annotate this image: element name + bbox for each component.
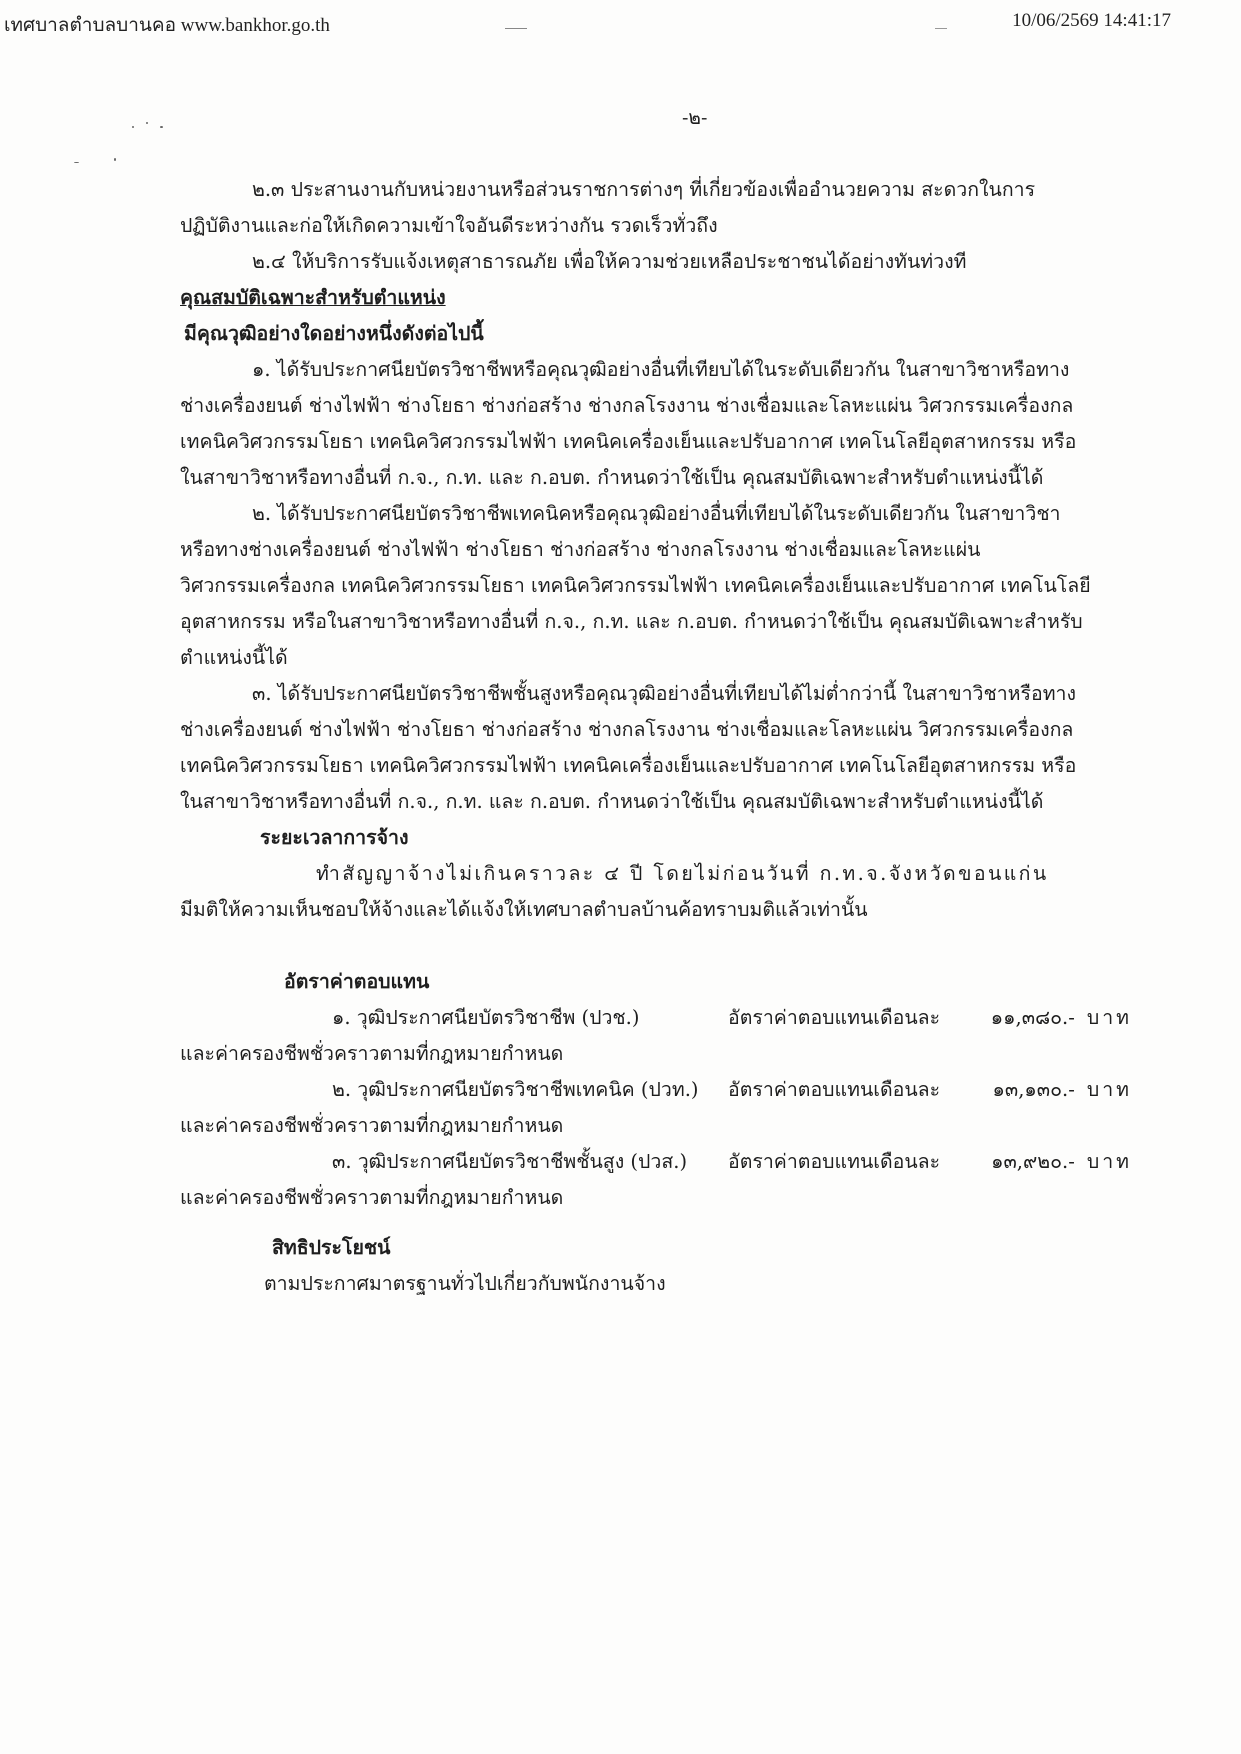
qualification-line: หรือทางช่างเครื่องยนต์ ช่างไฟฟ้า ช่างโยธา ช่างก่อสร้าง ช่างกลโรงงาน ช่างเชื่อมและโลหะแผ่น bbox=[180, 538, 981, 561]
print-header-divider bbox=[505, 28, 527, 29]
amount bbox=[991, 1000, 1132, 1036]
degree-label: ๓. วุฒิประกาศนียบัตรวิชาชีพชั้นสูง (ปวส.) bbox=[332, 1150, 688, 1173]
duty-line: ๒.๓ ประสานงานกับหน่วยงานหรือส่วนราชการต่างๆ ที่เกี่ยวข้องเพื่ออำนวยความ สะดวกในการ bbox=[252, 178, 1036, 201]
compensation-row-3 bbox=[180, 1144, 1132, 1216]
compensation-note: และค่าครองชีพชั่วคราวตามที่กฎหมายกำหนด bbox=[180, 1186, 564, 1209]
compensation-note: และค่าครองชีพชั่วคราวตามที่กฎหมายกำหนด bbox=[180, 1042, 564, 1065]
employment-period-line: มีมติให้ความเห็นชอบให้จ้างและได้แจ้งให้เทศบาลตำบลบ้านค้อทราบมติแล้วเท่านั้น bbox=[180, 898, 868, 921]
amount bbox=[991, 1144, 1132, 1180]
duty-line: ๒.๔ ให้บริการรับแจ้งเหตุสาธารณภัย เพื่อให้ความช่วยเหลือประชาชนได้อย่างทันท่วงที bbox=[252, 250, 967, 273]
duty-2-3 bbox=[180, 172, 1132, 244]
qualification-line: ตำแหน่งนี้ได้ bbox=[180, 646, 288, 669]
qualification-line: วิศวกรรมเครื่องกล เทคนิควิศวกรรมโยธา เทคนิควิศวกรรมไฟฟ้า เทคนิคเครื่องเย็นและปรับอากาศ เทคโนโลยี bbox=[180, 574, 1091, 597]
qualifications-subheading: มีคุณวุฒิอย่างใดอย่างหนึ่งดังต่อไปนี้ bbox=[184, 322, 484, 345]
section-spacer bbox=[180, 928, 1132, 964]
qualification-line: ๒. ได้รับประกาศนียบัตรวิชาชีพเทคนิคหรือคุณวุฒิอย่างอื่นที่เทียบได้ในระดับเดียวกัน ในสาขาวิชา bbox=[252, 502, 1061, 525]
section-spacer bbox=[180, 1216, 1132, 1230]
compensation-line bbox=[180, 1072, 1132, 1108]
scan-speck bbox=[160, 126, 163, 128]
benefits-text: ตามประกาศมาตรฐานทั่วไปเกี่ยวกับพนักงานจ้าง bbox=[264, 1272, 666, 1295]
amount-unit: บาท bbox=[1086, 1006, 1132, 1029]
duty-line: ปฏิบัติงานและก่อให้เกิดความเข้าใจอันดีระหว่างกัน รวดเร็วทั่วถึง bbox=[180, 214, 718, 237]
benefits-heading: สิทธิประโยชน์ bbox=[272, 1236, 391, 1259]
employment-period-heading: ระยะเวลาการจ้าง bbox=[260, 826, 409, 849]
scan-speck bbox=[114, 158, 116, 161]
scan-speck bbox=[132, 126, 134, 128]
amount bbox=[993, 1072, 1133, 1108]
qualification-line: ช่างเครื่องยนต์ ช่างไฟฟ้า ช่างโยธา ช่างก่อสร้าง ช่างกลโรงงาน ช่างเชื่อมและโลหะแผ่น วิศวกรรมเครื่องกล bbox=[180, 394, 1074, 417]
qualification-item-3 bbox=[180, 676, 1132, 820]
amount-value: ๑๑,๓๘๐.- bbox=[990, 1006, 1075, 1029]
qualification-line: อุตสาหกรรม หรือในสาขาวิชาหรือทางอื่นที่ ก.จ., ก.ท. และ ก.อบต. กำหนดว่าใช้เป็น คุณสมบัติเฉพาะสำหรับ bbox=[180, 610, 1083, 633]
scan-speck bbox=[74, 162, 79, 163]
print-header-divider bbox=[935, 28, 947, 29]
qualification-line: ๓. ได้รับประกาศนียบัตรวิชาชีพชั้นสูงหรือคุณวุฒิอย่างอื่นที่เทียบได้ไม่ต่ำกว่านี้ ในสาขาวิชาหรือทาง bbox=[252, 682, 1077, 705]
compensation-heading: อัตราค่าตอบแทน bbox=[284, 970, 430, 993]
amount-value: ๑๓,๙๒๐.- bbox=[991, 1150, 1075, 1173]
qualification-line: ในสาขาวิชาหรือทางอื่นที่ ก.จ., ก.ท. และ ก.อบต. กำหนดว่าใช้เป็น คุณสมบัติเฉพาะสำหรับตำแหน่งนี้ได้ bbox=[180, 466, 1044, 489]
compensation-note: และค่าครองชีพชั่วคราวตามที่กฎหมายกำหนด bbox=[180, 1114, 564, 1137]
compensation-row-1 bbox=[180, 1000, 1132, 1072]
document-body bbox=[180, 172, 1132, 1302]
compensation-line bbox=[180, 1144, 1132, 1180]
degree-label: ๑. วุฒิประกาศนียบัตรวิชาชีพ (ปวช.) bbox=[332, 1006, 640, 1029]
print-header-site: เทศบาลตำบลบานคอ www.bankhor.go.th bbox=[4, 15, 330, 36]
qualifications-heading: คุณสมบัติเฉพาะสำหรับตำแหน่ง bbox=[180, 286, 446, 309]
employment-period-line: ทำสัญญาจ้างไม่เกินคราวละ ๔ ปี โดยไม่ก่อนวันที่ ก.ท.จ.จังหวัดขอนแก่น bbox=[316, 862, 1049, 885]
qualification-line: ๑. ได้รับประกาศนียบัตรวิชาชีพหรือคุณวุฒิอย่างอื่นที่เทียบได้ในระดับเดียวกัน ในสาขาวิชาหรือทาง bbox=[252, 358, 1070, 381]
compensation-line bbox=[180, 1000, 1132, 1036]
amount-unit: บาท bbox=[1086, 1078, 1132, 1101]
print-header bbox=[0, 6, 1241, 36]
qualification-item-1 bbox=[180, 352, 1132, 496]
qualification-line: ช่างเครื่องยนต์ ช่างไฟฟ้า ช่างโยธา ช่างก่อสร้าง ช่างกลโรงงาน ช่างเชื่อมและโลหะแผ่น วิศวกรรมเครื่องกล bbox=[180, 718, 1074, 741]
rate-label: อัตราค่าตอบแทนเดือนละ bbox=[728, 1150, 941, 1173]
degree-label: ๒. วุฒิประกาศนียบัตรวิชาชีพเทคนิค (ปวท.) bbox=[332, 1078, 699, 1101]
rate-label: อัตราค่าตอบแทนเดือนละ bbox=[728, 1006, 941, 1029]
duty-2-4 bbox=[180, 244, 1132, 280]
compensation-row-2 bbox=[180, 1072, 1132, 1144]
qualification-line: ในสาขาวิชาหรือทางอื่นที่ ก.จ., ก.ท. และ ก.อบต. กำหนดว่าใช้เป็น คุณสมบัติเฉพาะสำหรับตำแหน่งนี้ได้ bbox=[180, 790, 1044, 813]
qualification-item-2 bbox=[180, 496, 1132, 676]
scan-speck bbox=[146, 122, 148, 124]
rate-label: อัตราค่าตอบแทนเดือนละ bbox=[728, 1078, 941, 1101]
qualification-line: เทคนิควิศวกรรมโยธา เทคนิควิศวกรรมไฟฟ้า เทคนิคเครื่องเย็นและปรับอากาศ เทคโนโลยีอุตสาหกรรม หรือ bbox=[180, 430, 1077, 453]
amount-value: ๑๓,๑๓๐.- bbox=[992, 1078, 1075, 1101]
print-header-datetime: 10/06/2569 14:41:17 bbox=[1012, 10, 1171, 31]
page-number: -๒- bbox=[682, 107, 708, 129]
amount-unit: บาท bbox=[1086, 1150, 1132, 1173]
qualification-line: เทคนิควิศวกรรมโยธา เทคนิควิศวกรรมไฟฟ้า เทคนิคเครื่องเย็นและปรับอากาศ เทคโนโลยีอุตสาหกรรม หรือ bbox=[180, 754, 1077, 777]
